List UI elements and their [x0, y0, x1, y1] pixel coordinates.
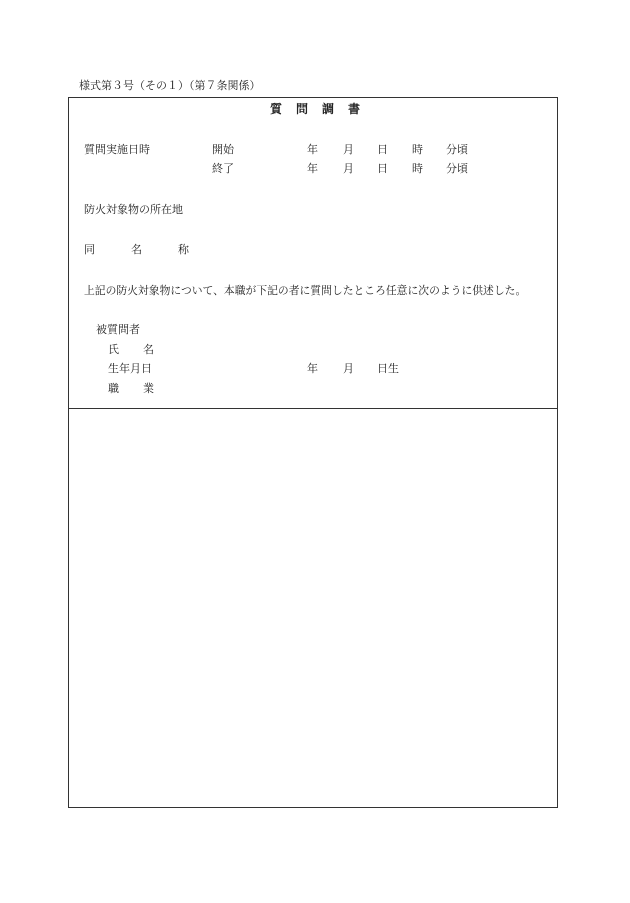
statement-text: 上記の防火対象物について、本職が下記の者に質問したところ任意に次のように供述した。	[84, 284, 527, 297]
form-number-label: 様式第３号（その１）（第７条関係）	[79, 79, 261, 92]
birth-year-unit: 年	[307, 362, 318, 375]
end-month-unit: 月	[343, 162, 354, 175]
start-year-unit: 年	[307, 143, 318, 156]
respondent-job-char-1: 職	[108, 382, 119, 395]
start-hour-unit: 時	[412, 143, 423, 156]
end-year-unit: 年	[307, 162, 318, 175]
start-day-unit: 日	[377, 143, 388, 156]
end-hour-unit: 時	[412, 162, 423, 175]
name-label-char-3: 称	[178, 243, 189, 256]
start-month-unit: 月	[343, 143, 354, 156]
birth-month-unit: 月	[343, 362, 354, 375]
document-title: 質問調書	[269, 102, 374, 116]
name-label-char-2: 名	[131, 243, 142, 256]
respondent-name-char-2: 名	[143, 343, 154, 356]
end-day-unit: 日	[377, 162, 388, 175]
location-label: 防火対象物の所在地	[84, 203, 183, 216]
birth-date-label: 生年月日	[108, 362, 152, 375]
end-label: 終了	[212, 162, 234, 175]
inquiry-date-label: 質問実施日時	[84, 143, 150, 156]
respondent-heading: 被質問者	[96, 323, 140, 336]
start-minute-unit: 分頃	[446, 143, 468, 156]
section-divider	[68, 408, 558, 409]
respondent-job-char-2: 業	[143, 382, 154, 395]
start-label: 開始	[212, 143, 234, 156]
respondent-name-char-1: 氏	[108, 343, 119, 356]
end-minute-unit: 分頃	[446, 162, 468, 175]
birth-day-unit: 日生	[377, 362, 399, 375]
name-label-char-1: 同	[84, 243, 95, 256]
